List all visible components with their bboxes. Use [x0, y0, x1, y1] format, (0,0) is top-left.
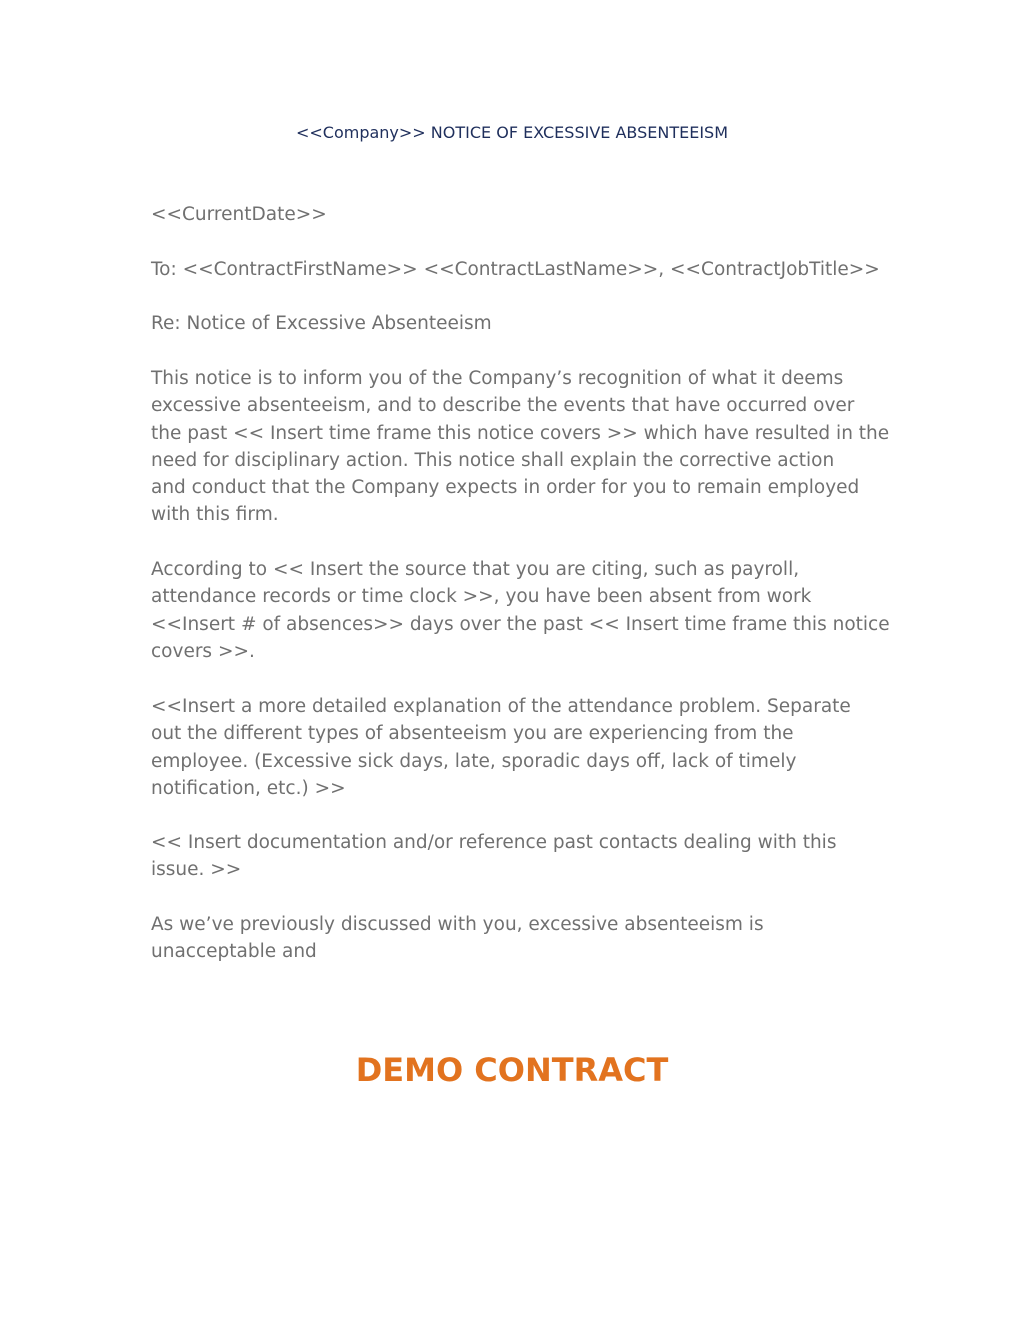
paragraph-absence-source	[151, 556, 890, 665]
text-line: employee. (Excessive sick days, late, sporadic days off, lack of timely	[151, 750, 797, 772]
text-line: out the different types of absenteeism you are experiencing from the	[151, 723, 794, 745]
paragraph-intro	[151, 365, 890, 529]
text-line: << Insert documentation and/or reference past contacts dealing with this	[151, 832, 837, 853]
paragraph-closing	[151, 911, 881, 966]
text-line: covers >>.	[151, 640, 255, 662]
text-line: As we’ve previously discussed with you, excessive absenteeism is	[151, 914, 764, 935]
recipient-line: To: <<ContractFirstName>> <<ContractLastName>>, <<ContractJobTitle>>	[151, 259, 880, 280]
document-title: <<Company>> NOTICE OF EXCESSIVE ABSENTEEISM	[295, 123, 729, 142]
paragraph-detailed-explanation	[151, 693, 881, 802]
text-line: According to << Insert the source that you are citing, such as payroll,	[151, 559, 800, 580]
text-line: issue. >>	[151, 859, 242, 881]
paragraph-documentation	[151, 829, 881, 884]
text-line: attendance records or time clock >>, you have been absent from work	[151, 586, 812, 608]
text-line: with this firm.	[151, 504, 279, 526]
text-line: notification, etc.) >>	[151, 777, 346, 799]
text-line: <<Insert a more detailed explanation of the attendance problem. Separate	[151, 696, 851, 717]
text-line: and conduct that the Company expects in order for you to remain employed	[151, 477, 860, 499]
text-line: This notice is to inform you of the Company’s recognition of what it deems	[151, 368, 844, 389]
current-date-line: <<CurrentDate>>	[151, 204, 327, 225]
subject-line: Re: Notice of Excessive Absenteeism	[151, 313, 492, 334]
text-line: excessive absenteeism, and to describe the events that have occurred over	[151, 395, 855, 417]
text-line: the past << Insert time frame this notice covers >> which have resulted in the	[151, 422, 890, 444]
text-line: need for disciplinary action. This notice shall explain the corrective action	[151, 449, 835, 471]
demo-watermark: DEMO CONTRACT	[355, 1051, 669, 1089]
text-line: unacceptable and	[151, 941, 317, 963]
text-line: <<Insert # of absences>> days over the past << Insert time frame this notice	[151, 613, 890, 635]
